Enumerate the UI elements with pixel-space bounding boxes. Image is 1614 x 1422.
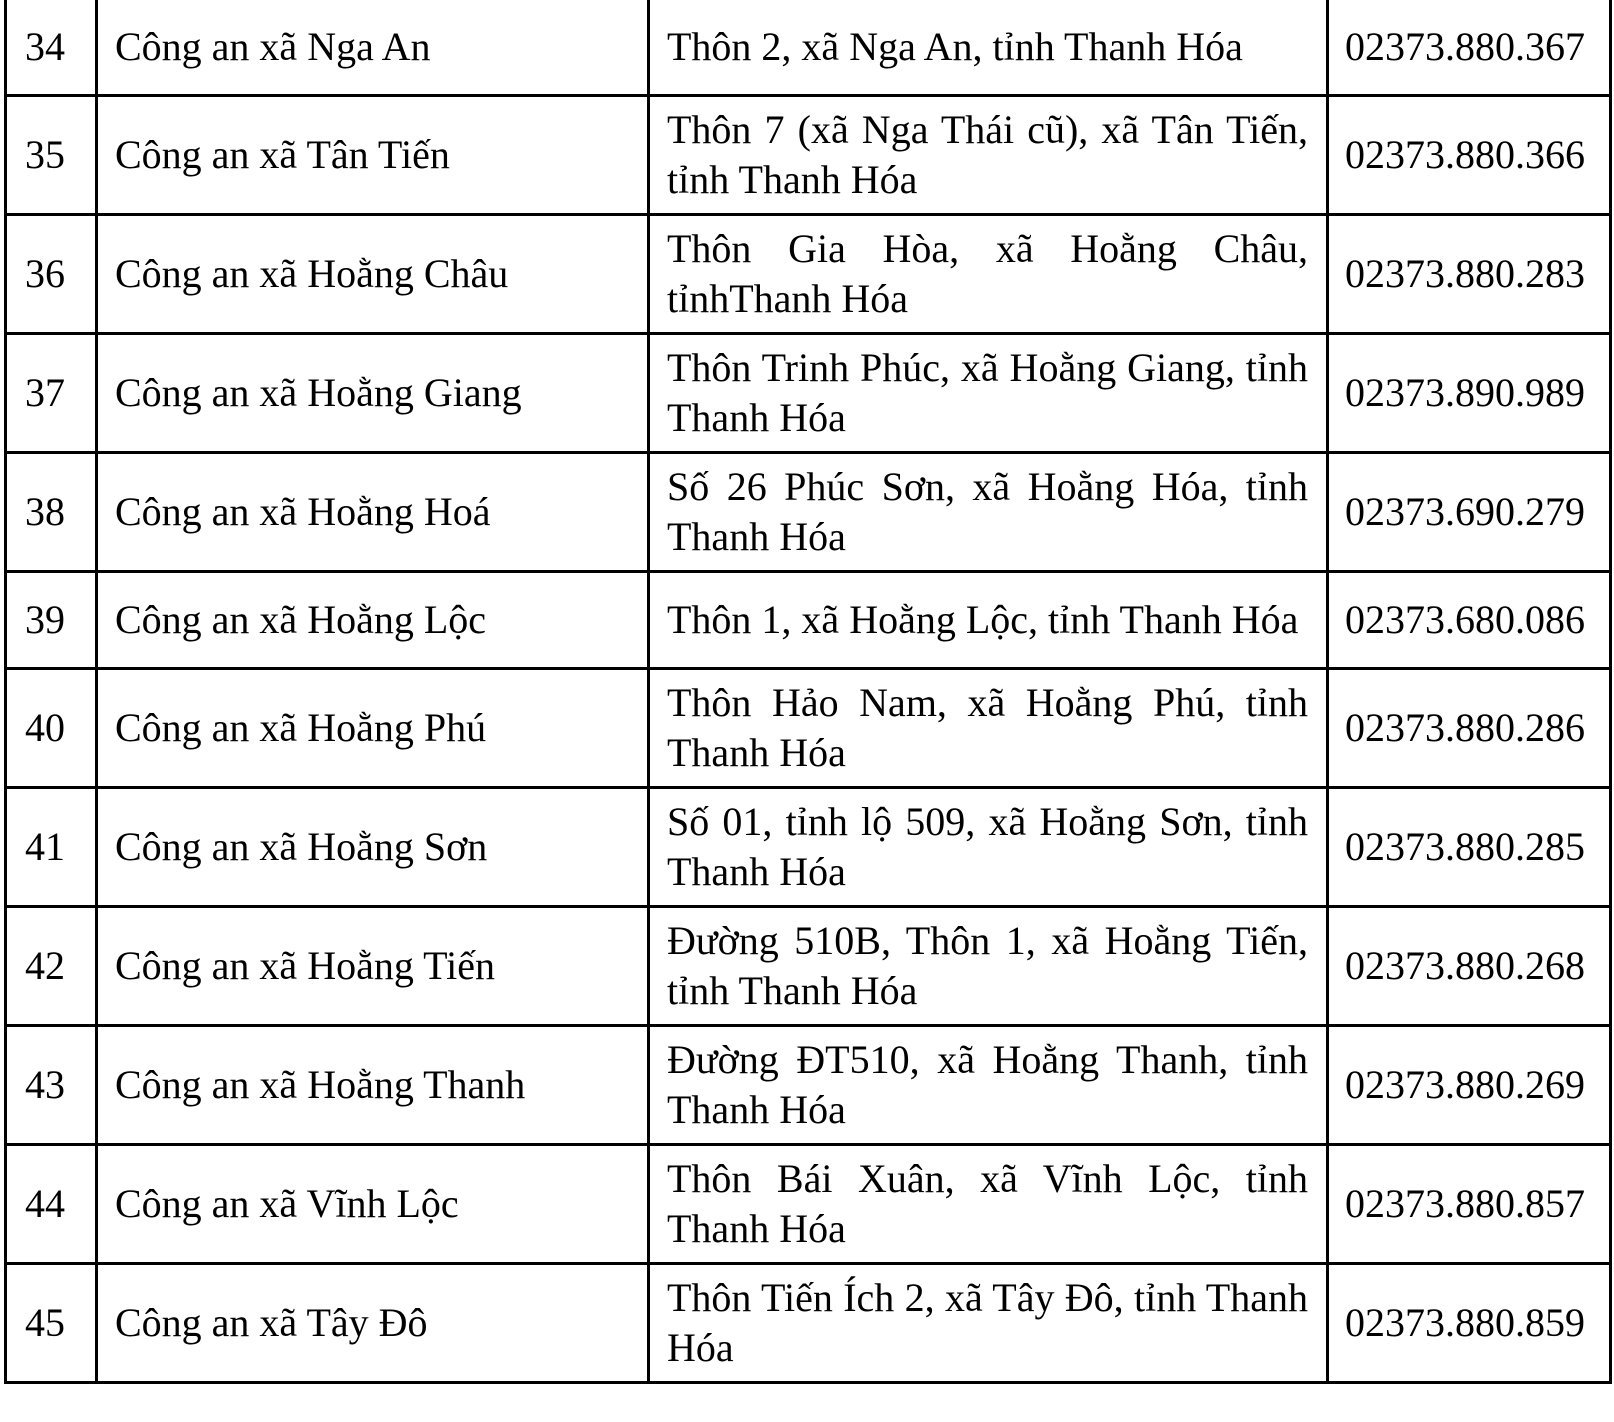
row-number: 43 — [6, 1026, 97, 1145]
row-number: 40 — [6, 669, 97, 788]
table-row — [6, 572, 1611, 669]
station-phone: 02373.880.366 — [1328, 96, 1611, 215]
station-phone: 02373.880.269 — [1328, 1026, 1611, 1145]
station-name: Công an xã Tân Tiến — [97, 96, 649, 215]
station-name: Công an xã Nga An — [97, 0, 649, 96]
row-number: 34 — [6, 0, 97, 96]
station-name: Công an xã Hoằng Lộc — [97, 572, 649, 669]
station-phone: 02373.680.086 — [1328, 572, 1611, 669]
table-row — [6, 215, 1611, 334]
row-number: 41 — [6, 788, 97, 907]
table-row — [6, 669, 1611, 788]
row-number: 36 — [6, 215, 97, 334]
row-number: 38 — [6, 453, 97, 572]
station-name: Công an xã Hoằng Giang — [97, 334, 649, 453]
table-row — [6, 788, 1611, 907]
row-number: 35 — [6, 96, 97, 215]
station-address: Thôn 2, xã Nga An, tỉnh Thanh Hóa — [649, 0, 1328, 96]
station-phone: 02373.880.857 — [1328, 1145, 1611, 1264]
station-phone: 02373.880.286 — [1328, 669, 1611, 788]
station-address: Thôn Bái Xuân, xã Vĩnh Lộc, tỉnh Thanh Hóa — [649, 1145, 1328, 1264]
station-name: Công an xã Tây Đô — [97, 1264, 649, 1383]
station-phone: 02373.690.279 — [1328, 453, 1611, 572]
row-number: 37 — [6, 334, 97, 453]
police-directory-table — [4, 0, 1612, 1384]
station-name: Công an xã Hoằng Châu — [97, 215, 649, 334]
table-row — [6, 0, 1611, 96]
row-number: 45 — [6, 1264, 97, 1383]
row-number: 42 — [6, 907, 97, 1026]
station-name: Công an xã Hoằng Phú — [97, 669, 649, 788]
station-address: Thôn 7 (xã Nga Thái cũ), xã Tân Tiến, tỉnh Thanh Hóa — [649, 96, 1328, 215]
station-address: Số 01, tỉnh lộ 509, xã Hoằng Sơn, tỉnh Thanh Hóa — [649, 788, 1328, 907]
table-row — [6, 334, 1611, 453]
station-phone: 02373.880.283 — [1328, 215, 1611, 334]
station-address: Thôn 1, xã Hoằng Lộc, tỉnh Thanh Hóa — [649, 572, 1328, 669]
row-number: 39 — [6, 572, 97, 669]
table-row — [6, 96, 1611, 215]
station-name: Công an xã Hoằng Tiến — [97, 907, 649, 1026]
station-address: Đường ĐT510, xã Hoằng Thanh, tỉnh Thanh Hóa — [649, 1026, 1328, 1145]
station-phone: 02373.880.285 — [1328, 788, 1611, 907]
station-address: Thôn Trinh Phúc, xã Hoằng Giang, tỉnh Thanh Hóa — [649, 334, 1328, 453]
station-name: Công an xã Vĩnh Lộc — [97, 1145, 649, 1264]
table-row — [6, 907, 1611, 1026]
station-address: Thôn Gia Hòa, xã Hoằng Châu, tỉnhThanh Hóa — [649, 215, 1328, 334]
station-address: Đường 510B, Thôn 1, xã Hoằng Tiến, tỉnh Thanh Hóa — [649, 907, 1328, 1026]
station-name: Công an xã Hoằng Hoá — [97, 453, 649, 572]
table-row — [6, 1026, 1611, 1145]
station-address: Số 26 Phúc Sơn, xã Hoằng Hóa, tỉnh Thanh Hóa — [649, 453, 1328, 572]
table-row — [6, 453, 1611, 572]
police-directory-table-container — [4, 0, 1612, 1384]
table-row — [6, 1264, 1611, 1383]
station-phone: 02373.880.268 — [1328, 907, 1611, 1026]
station-name: Công an xã Hoằng Thanh — [97, 1026, 649, 1145]
station-phone: 02373.880.367 — [1328, 0, 1611, 96]
station-address: Thôn Tiến Ích 2, xã Tây Đô, tỉnh Thanh Hóa — [649, 1264, 1328, 1383]
table-row — [6, 1145, 1611, 1264]
station-phone: 02373.890.989 — [1328, 334, 1611, 453]
row-number: 44 — [6, 1145, 97, 1264]
station-address: Thôn Hảo Nam, xã Hoằng Phú, tỉnh Thanh Hóa — [649, 669, 1328, 788]
station-name: Công an xã Hoằng Sơn — [97, 788, 649, 907]
station-phone: 02373.880.859 — [1328, 1264, 1611, 1383]
